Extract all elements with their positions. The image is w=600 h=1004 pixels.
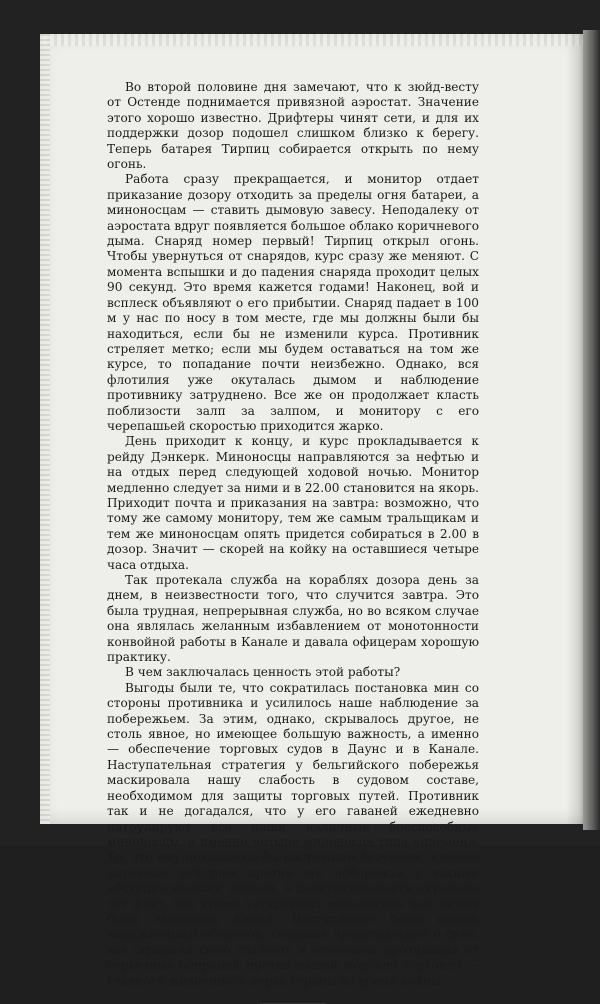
body-text: [107, 80, 479, 1004]
paragraph-balloon: Во второй половине дня замечают, что к зюйд-весту от Остенде поднимается привязной аэростат. Значение этого хорошо известно. Дрифтеры чинят сети, и для их поддержки дозор подошел слишком близко к берегу. Теперь батарея Тирпиц собирается открыть по нему огонь.: [107, 80, 479, 172]
page-edge-top: [40, 34, 588, 46]
page-edge-left: [40, 34, 50, 824]
paragraph-benefits: Выгоды были те, что сократилась постановка мин со стороны противника и усилилось наше наблюдение за побережьем. За этим, однако, скрывалось другое, не столь явное, но имеющее большую важность, а именно — обеспечение торговых судов в Даунс и в Канале. Наступательная стратегия у бельгийского побережья маскировала нашу слабость в судовом составе, необходимом для защиты торговых путей. Противник так и не догадался, что у его гаваней ежедневно патрулируют все наши наличные боеспособные миноносцы, а именно четыре миноносца типа «племен». То, что ему показалось бы настоящим безумием, именно активные действия против его побережья с такими абсурдно малыми силами, в действительности скрывало тот факт, что кроме устаревших миноносцев нам нечем было защищать Канал. Наступление было нашей надежнейшей обороной; создавая представление о силе, мы скрывали свою слабость и отвлекали противника от серьезных операций против нашей морской торговли — главного жизненного нерва страны во время войны.: [107, 680, 479, 988]
paragraph-dunkirk: День приходит к концу, и курс прокладывается к рейду Дэнкерк. Миноносцы направляются за нефтью и на отдых перед следующей ходовой ночью. Монитор медленно следует за ними и в 22.00 становится на якорь. Приходит почта и приказания на завтра: возможно, что тому же самому монитору, тем же самым тральщикам и тем же миноносцам опять придется собираться в 2.00 в дозор. Значит — скорей на койку на оставшиеся четыре часа отдыха.: [107, 434, 479, 572]
paragraph-patrol-service: Так протекала служба на кораблях дозора день за днем, в неизвестности того, что случится завтра. Это была трудная, непрерывная служба, но во всяком случае она являлась желанным избавлением от монотонности конвойной работы в Канале и давала офицерам хорошую практику.: [107, 573, 479, 665]
next-page-edge: [583, 30, 600, 830]
paragraph-bombardment: Работа сразу прекращается, и монитор отдает приказание дозору отходить за пределы огня батареи, а миноносцам — ставить дымовую завесу. Неподалеку от аэростата вдруг появляется большое облако коричневого дыма. Снаряд номер первый! Тирпиц открыл огонь. Чтобы увернуться от снарядов, курс сразу же меняют. С момента вспышки и до падения снаряда проходит целых 90 секунд. Это время кажется годами! Наконец, вой и всплеск объявляют о его прибытии. Снаряд падает в 100 м у нас по носу в том месте, где мы должны были бы находиться, если бы не изменили курса. Противник стреляет метко; если мы будем оставаться на том же курсе, то попадание почти неизбежно. Однако, вся флотилия уже окуталась дымом и наблюдение противнику затруднено. Все же он продолжает класть поблизости залп за залпом, и монитору с его черепашьей скоростью приходится жарко.: [107, 172, 479, 433]
paragraph-question: В чем заключалась ценность этой работы?: [125, 665, 401, 680]
